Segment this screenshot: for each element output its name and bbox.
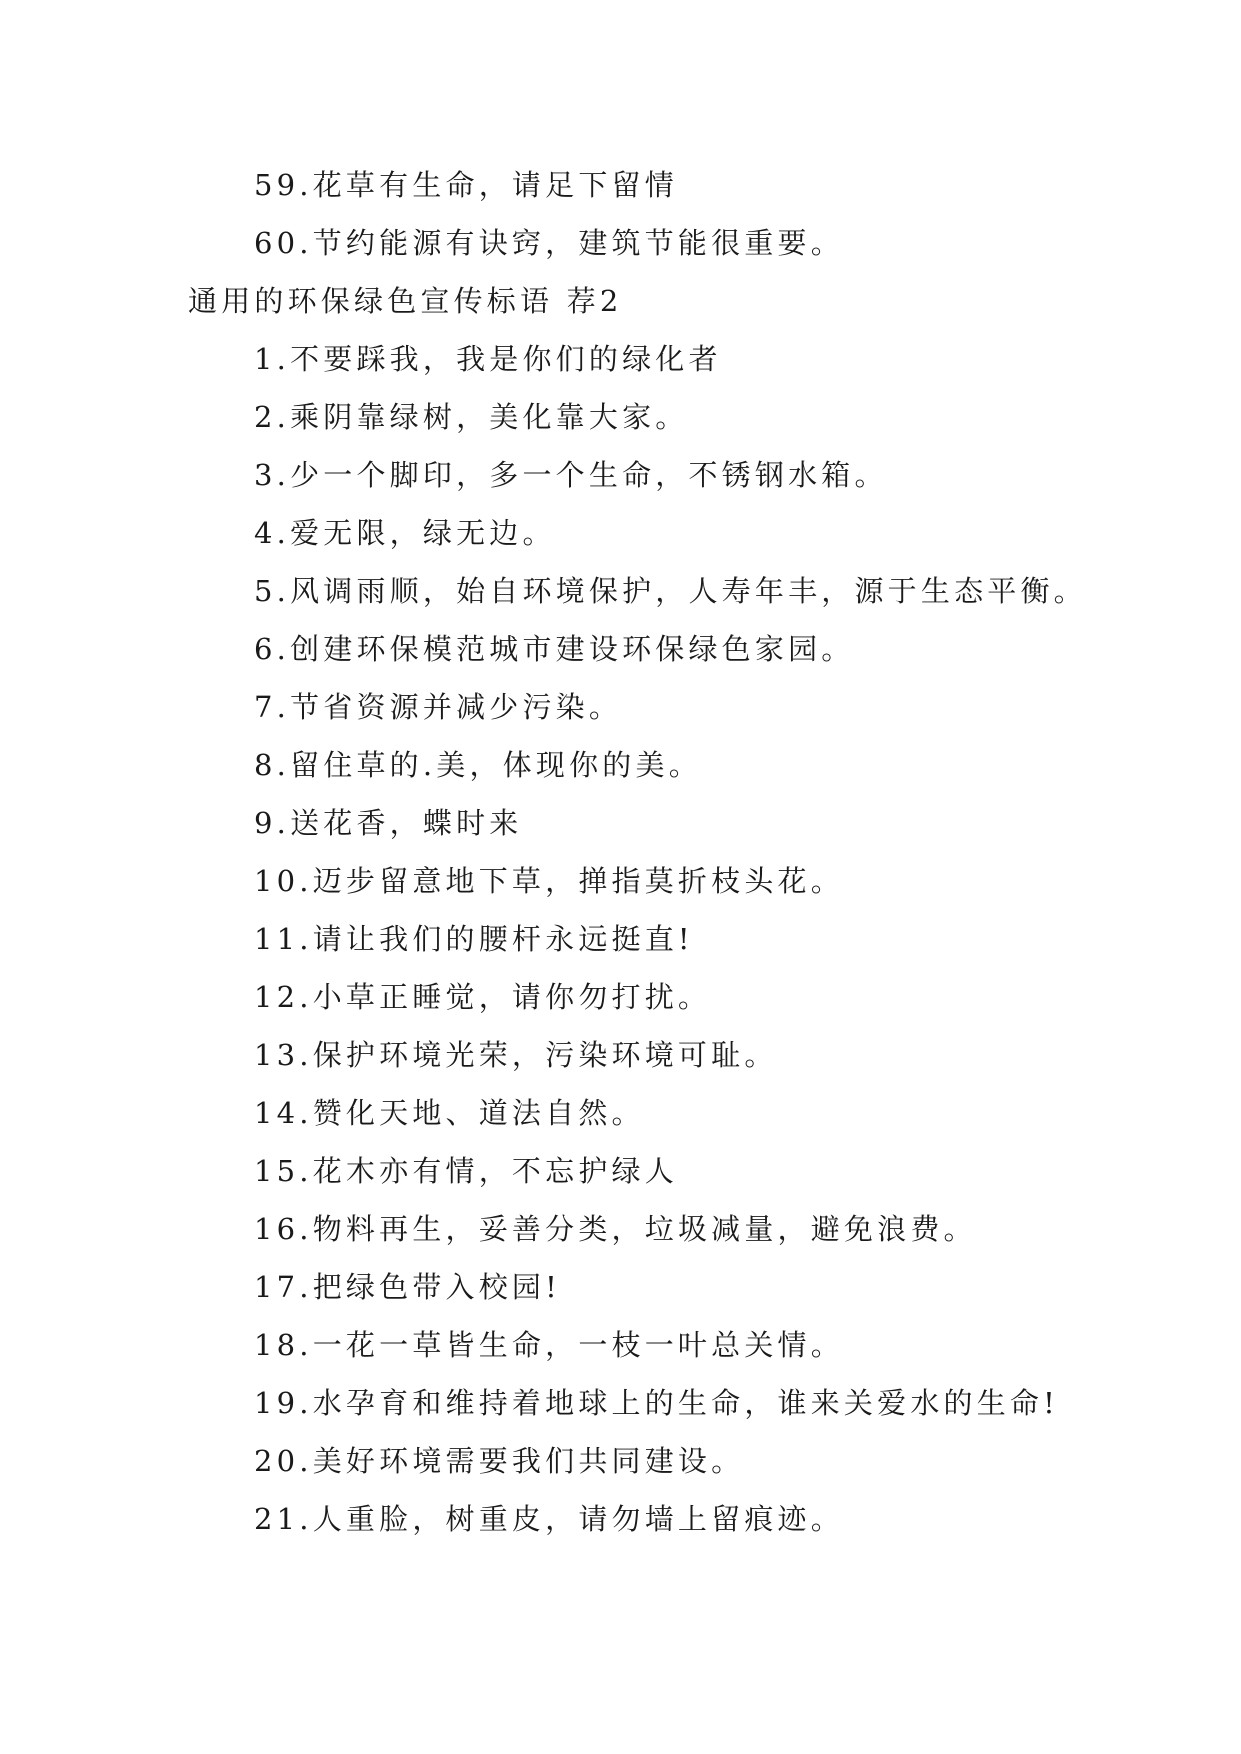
list-item: 10.迈步留意地下草，掸指莫折枝头花。 [254,864,844,898]
list-item: 8.留住草的.美，体现你的美。 [254,748,702,782]
list-item: 4.爱无限，绿无边。 [254,516,556,550]
list-item: 17.把绿色带入校园! [254,1270,561,1304]
list-item: 5.风调雨顺，始自环境保护，人寿年丰，源于生态平衡。 [254,574,1087,608]
list-item: 11.请让我们的腰杆永远挺直! [254,922,694,956]
list-item: 60.节约能源有诀窍，建筑节能很重要。 [254,226,844,260]
list-item: 15.花木亦有情，不忘护绿人 [254,1154,678,1188]
list-item: 2.乘阴靠绿树，美化靠大家。 [254,400,689,434]
list-item: 12.小草正睡觉，请你勿打扰。 [254,980,712,1014]
list-item: 6.创建环保模范城市建设环保绿色家园。 [254,632,855,666]
list-item: 21.人重脸，树重皮，请勿墙上留痕迹。 [254,1502,844,1536]
list-item: 59.花草有生命，请足下留情 [254,168,678,202]
list-item: 19.水孕育和维持着地球上的生命，谁来关爱水的生命! [254,1386,1059,1420]
list-item: 14.赞化天地、道法自然。 [254,1096,645,1130]
list-item: 20.美好环境需要我们共同建设。 [254,1444,745,1478]
section-heading: 通用的环保绿色宣传标语 荐2 [188,284,623,318]
list-item: 9.送花香，蝶时来 [254,806,523,840]
list-item: 18.一花一草皆生命，一枝一叶总关情。 [254,1328,844,1362]
list-item: 7.节省资源并减少污染。 [254,690,623,724]
list-item: 3.少一个脚印，多一个生命，不锈钢水箱。 [254,458,888,492]
list-item: 16.物料再生，妥善分类，垃圾减量，避免浪费。 [254,1212,977,1246]
list-item: 13.保护环境光荣，污染环境可耻。 [254,1038,778,1072]
list-item: 1.不要踩我，我是你们的绿化者 [254,342,722,376]
